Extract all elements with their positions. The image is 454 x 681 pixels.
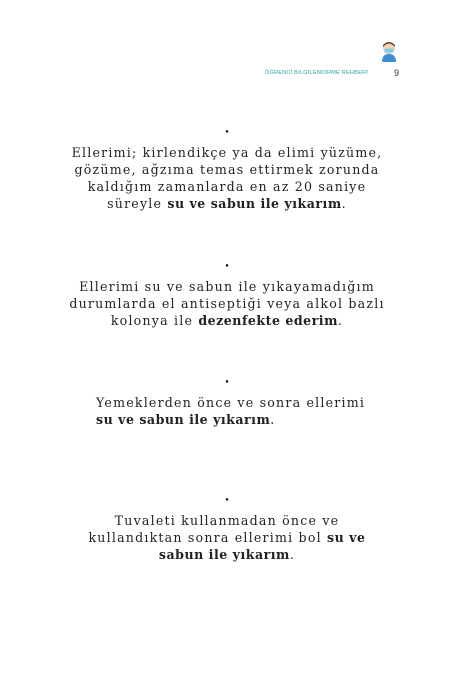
item-text-line <box>0 195 454 212</box>
hygiene-item-4 <box>0 496 454 563</box>
item-text-line: Tuvaleti kullanmadan önce ve <box>114 513 340 528</box>
item-text-line: Ellerimi su ve sabun ile yıkayamadığım <box>79 279 375 294</box>
item-text-line <box>0 546 454 563</box>
item-text: kullandıktan sonra ellerimi bol <box>88 530 328 545</box>
bullet: • <box>224 262 230 272</box>
item-text: kolonya ile <box>110 313 199 328</box>
item-text-line: gözüme, ağzıma temas ettirmek zorunda <box>74 162 380 177</box>
hygiene-item-3 <box>0 378 454 428</box>
item-text-line <box>0 411 454 428</box>
item-text-bold: sabun ile yıkarım <box>158 547 290 562</box>
item-text-bold: su ve <box>327 530 366 545</box>
page-header <box>0 70 454 86</box>
item-text: . <box>341 196 347 211</box>
hygiene-item-1 <box>0 128 454 212</box>
item-text: . <box>270 412 276 427</box>
bullet: • <box>224 128 230 138</box>
item-text-line: Ellerimi; kirlendikçe ya da elimi yüzüme, <box>71 145 383 160</box>
item-text-line <box>0 312 454 329</box>
item-text: süreyle <box>107 196 168 211</box>
page-number: 9 <box>393 68 399 78</box>
item-text-bold: su ve sabun ile yıkarım <box>167 196 342 211</box>
child-with-mask-icon <box>378 40 400 62</box>
bullet: • <box>224 496 230 506</box>
hygiene-item-2 <box>0 262 454 329</box>
item-text-line: durumlarda el antiseptiği veya alkol bazlı <box>69 296 385 311</box>
item-text-line <box>0 529 454 546</box>
running-title: ÖĞRENCİ BİLGİLENDİRME REHBERİ <box>264 70 368 76</box>
item-text-line: kaldığım zamanlarda en az 20 saniye <box>87 179 367 194</box>
item-text: . <box>337 313 344 328</box>
item-text-bold: su ve sabun ile yıkarım <box>96 412 271 427</box>
item-text: . <box>289 547 296 562</box>
bullet: • <box>224 378 230 388</box>
item-text-bold: dezenfekte ederim <box>198 313 338 328</box>
item-text-line: Yemeklerden önce ve sonra ellerimi <box>96 395 366 410</box>
